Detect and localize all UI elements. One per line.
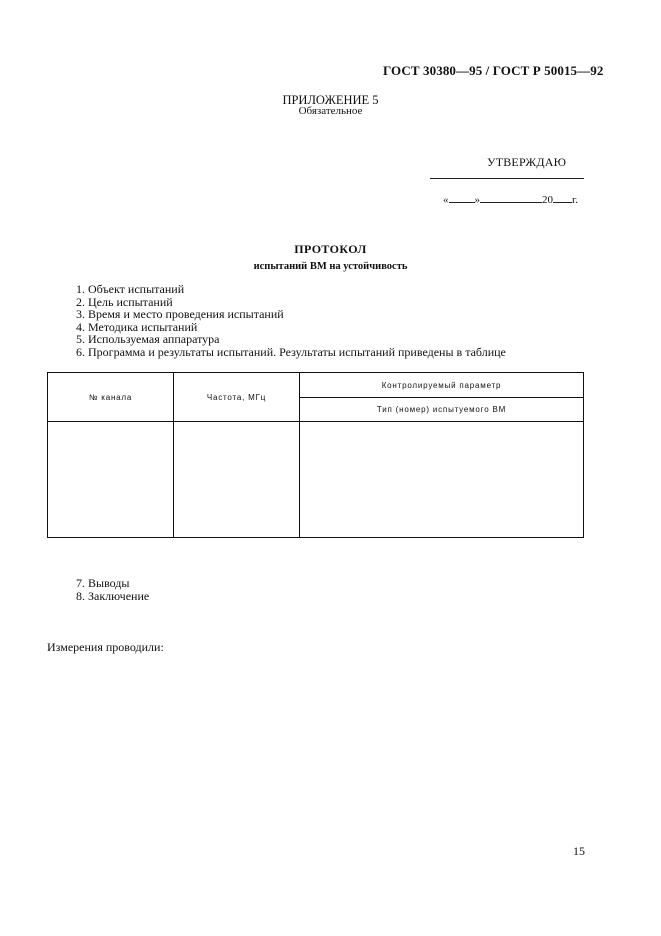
header-controlled-param: Контролируемый параметр [300, 373, 584, 398]
year-blank [553, 193, 572, 203]
date-year-prefix: 20 [542, 194, 553, 206]
items-list-before-table [76, 283, 506, 359]
month-blank [480, 193, 542, 203]
header-channel: № канала [48, 373, 174, 422]
signature-line [430, 178, 584, 179]
results-table [47, 372, 584, 538]
date-open-quote: « [443, 194, 449, 206]
cell-type-empty [300, 422, 584, 538]
date-close-quote: » [474, 194, 480, 206]
measured-by-label: Измерения проводили: [47, 640, 164, 654]
header-frequency: Частота, МГц [174, 373, 300, 422]
appendix-subtitle: Обязательное [298, 105, 363, 117]
protocol-subtitle: испытаний ВМ на устойчивость [253, 261, 408, 272]
approval-label: УТВЕРЖДАЮ [487, 155, 567, 169]
cell-frequency-empty [174, 422, 300, 538]
list-item: 7. Выводы [76, 576, 130, 590]
list-item: 8. Заключение [76, 588, 150, 603]
list-item: 3. Время и место проведения испытаний [76, 307, 284, 322]
protocol-title: ПРОТОКОЛ [294, 242, 367, 256]
list-item: 5. Используемая аппаратура [76, 332, 220, 347]
items-list-after-table [76, 577, 149, 602]
cell-channel-empty [48, 422, 174, 538]
list-item: 1. Объект испытаний [76, 282, 185, 296]
header-device-type: Тип (номер) испытуемого ВМ [300, 398, 584, 422]
day-blank [449, 193, 475, 203]
list-item: 2. Цель испытаний [76, 294, 173, 309]
date-suffix: г. [572, 194, 579, 206]
page-number: 15 [573, 844, 585, 858]
standard-header: ГОСТ 30380—95 / ГОСТ Р 50015—92 [383, 63, 604, 78]
appendix-title: ПРИЛОЖЕНИЕ 5 [282, 93, 379, 107]
list-item: 6. Программа и результаты испытаний. Результаты испытаний приведены в таблице [76, 344, 506, 359]
list-item: 4. Методика испытаний [76, 319, 198, 334]
approval-date [443, 193, 578, 206]
